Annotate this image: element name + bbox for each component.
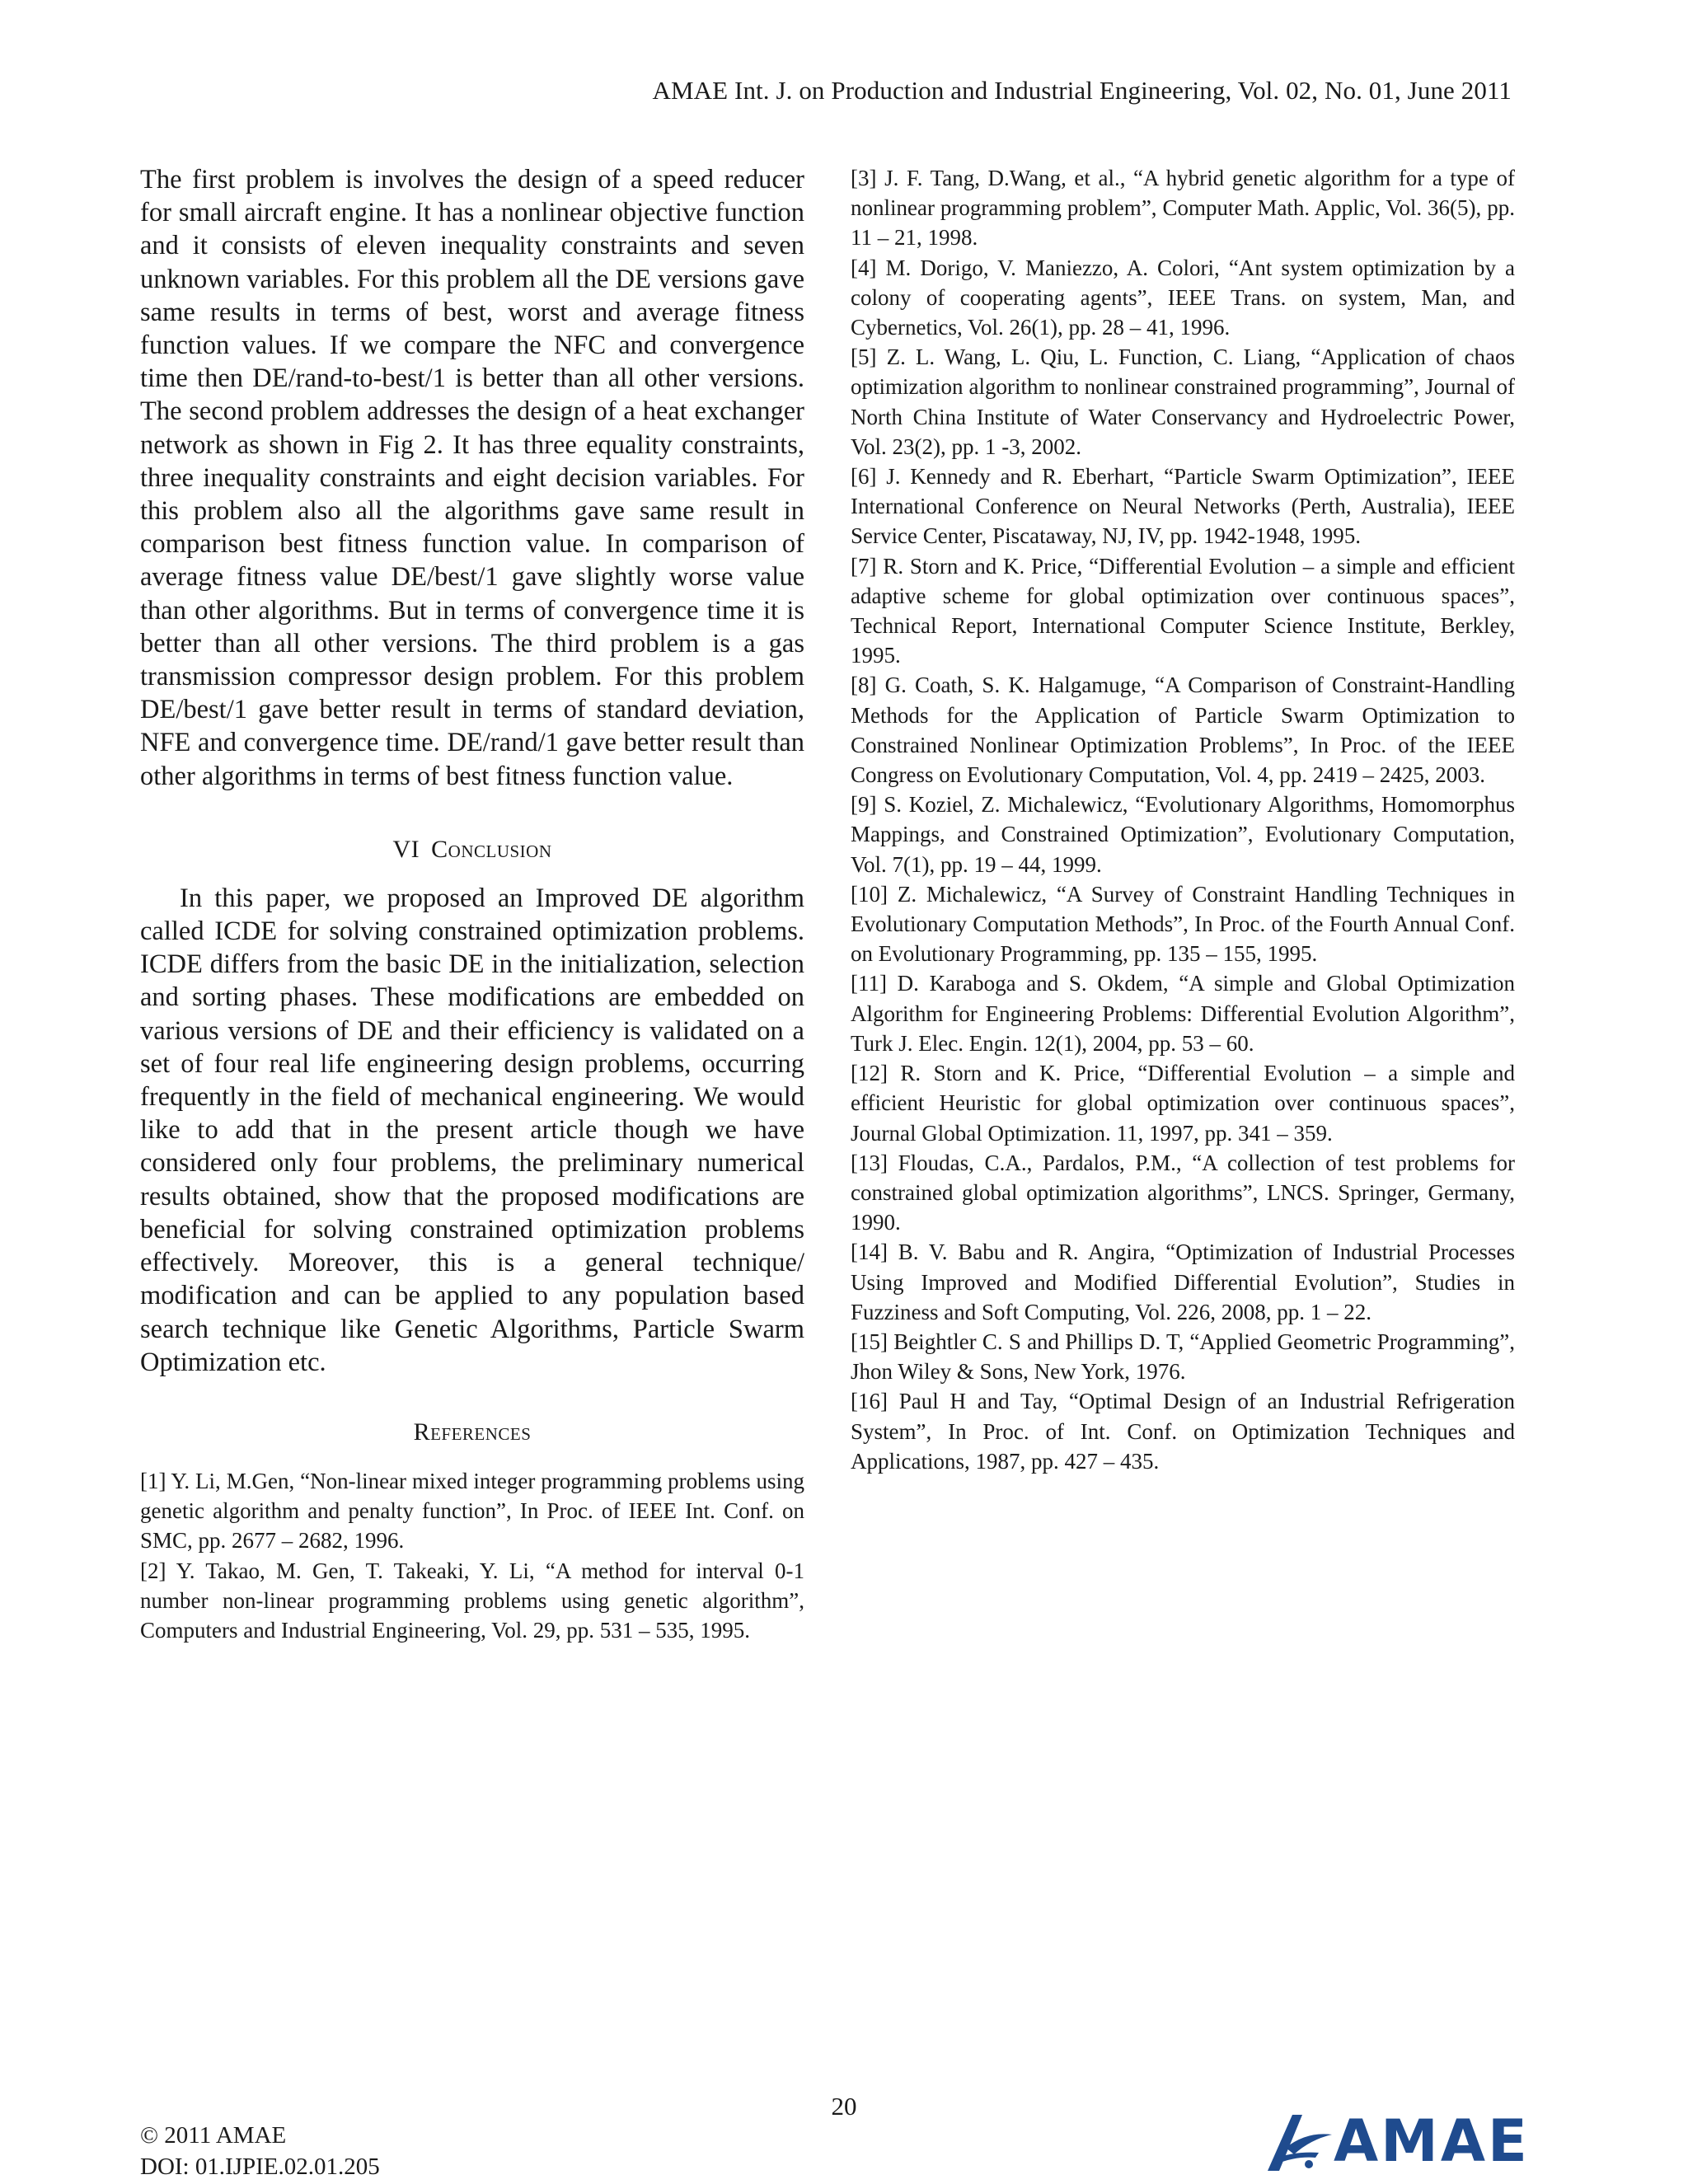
reference-item: [12] R. Storn and K. Price, “Differential Evolution – a simple and efficient Heuristic for global optimization over continuous spaces”, Journal Global Optimization. 11, 1997, pp. 341 – 359. [851,1061,1515,1146]
reference-item: [6] J. Kennedy and R. Eberhart, “Particle Swarm Optimization”, IEEE International Conference on Neural Networks (Perth, Australia), IEEE Service Center, Piscataway, NJ, IV, pp. 1942-1948, 1995. [851,464,1515,549]
running-header: AMAE Int. J. on Production and Industrial Engineering, Vol. 02, No. 01, June 2011 [652,76,1512,105]
logo-text: AMAE [1334,2107,1530,2175]
conclusion-heading-title: Conclusion [431,835,552,863]
amae-logo [1261,2107,1530,2176]
reference-item: [4] M. Dorigo, V. Maniezzo, A. Colori, “Ant system optimization by a colony of cooperating agents”, IEEE Trans. on system, Man, and Cybernetics, Vol. 26(1), pp. 28 – 41, 1996. [851,255,1515,340]
reference-item: [14] B. V. Babu and R. Angira, “Optimization of Industrial Processes Using Improved and Modified Differential Evolution”, Studies in Fuzziness and Soft Computing, Vol. 226, 2008, pp. 1 – 22. [851,1240,1515,1324]
page-number: 20 [831,2092,857,2121]
left-column [140,163,804,1645]
references-heading: References [413,1418,532,1446]
footer-info [140,2120,380,2182]
reference-item: [7] R. Storn and K. Price, “Differential Evolution – a simple and efficient adaptive scheme for global optimization over continuous spaces”, Technical Report, International Computer Science Institute, Berkley, 1995. [851,553,1515,668]
reference-item: [3] J. F. Tang, D.Wang, et al., “A hybrid genetic algorithm for a type of nonlinear programming problem”, Computer Math. Applic, Vol. 36(5), pp. 11 – 21, 1998. [851,166,1515,251]
reference-item: [10] Z. Michalewicz, “A Survey of Constraint Handling Techniques in Evolutionary Computation Methods”, In Proc. of the Fourth Annual Conf. on Evolutionary Programming, pp. 135 – 155, 1995. [851,881,1515,967]
reference-item: [16] Paul H and Tay, “Optimal Design of an Industrial Refrigeration System”, In Proc. of Int. Conf. on Optimization Techniques and Applications, 1987, pp. 427 – 435. [851,1389,1515,1474]
logo-emblem-icon [1261,2107,1337,2176]
reference-item: [15] Beightler C. S and Phillips D. T, “Applied Geometric Programming”, Jhon Wiley & Sons, New York, 1976. [851,1329,1515,1385]
results-paragraph: The first problem is involves the design of a speed reducer for small aircraft engine. It has a nonlinear objective function and it consists of eleven inequality constraints and seven unknown variables. For this problem all the DE versions gave same results in terms of best, worst and average fitness function values. If we compare the NFC and convergence time then DE/rand-to-best/1 is better than all other versions. The second problem addresses the design of a heat exchanger network as shown in Fig 2. It has three equality constraints, three inequality constraints and eight decision variables. For this problem also all the algorithms gave same result in comparison best fitness function value. In comparison of average fitness value DE/best/1 gave slightly worse value than other algorithms. But in terms of convergence time it is better than all other versions. The third problem is a gas transmission compressor design problem. For this problem DE/best/1 gave better result in terms of standard deviation, NFE and convergence time. DE/rand/1 gave better result than other algorithms in terms of best fitness function value. [140,165,804,791]
reference-item: [5] Z. L. Wang, L. Qiu, L. Function, C. Liang, “Application of chaos optimization algorithm to nonlinear constrained programming”, Journal of North China Institute of Water Conservancy and Hydroelectric Power, Vol. 23(2), pp. 1 -3, 2002. [851,344,1515,459]
reference-item: [8] G. Coath, S. K. Halgamuge, “A Comparison of Constraint-Handling Methods for the Application of Particle Swarm Optimization to Constrained Nonlinear Optimization Problems”, In Proc. of the IEEE Congress on Evolutionary Computation, Vol. 4, pp. 2419 – 2425, 2003. [851,673,1515,788]
reference-list-left [140,1466,804,1645]
reference-list-right [851,163,1515,1476]
reference-item: [13] Floudas, C.A., Pardalos, P.M., “A collection of test problems for constrained global optimization algorithms”, LNCS. Springer, Germany, 1990. [851,1150,1515,1235]
reference-item: [1] Y. Li, M.Gen, “Non-linear mixed integer programming problems using genetic algorithm and penalty function”, In Proc. of IEEE Int. Conf. on SMC, pp. 2677 – 2682, 1996. [140,1468,804,1554]
right-column [851,163,1515,1476]
conclusion-heading [140,836,804,864]
reference-item: [9] S. Koziel, Z. Michalewicz, “Evolutionary Algorithms, Homomorphus Mappings, and Constrained Optimization”, Evolutionary Computation, Vol. 7(1), pp. 19 – 44, 1999. [851,792,1515,877]
doi-line: DOI: 01.IJPIE.02.01.205 [140,2154,380,2180]
reference-item: [2] Y. Takao, M. Gen, T. Takeaki, Y. Li, “A method for interval 0-1 number non-linear programming problems using genetic algorithm”, Computers and Industrial Engineering, Vol. 29, pp. 531 – 535, 1995. [140,1558,804,1643]
copyright-line: © 2011 AMAE [140,2122,287,2149]
conclusion-paragraph: In this paper, we proposed an Improved DE algorithm called ICDE for solving constrained optimization problems. ICDE differs from the basic DE in the initialization, selection and sorting phases. These modifications are embedded on various versions of DE and their efficiency is validated on a set of four real life engineering design problems, occurring frequently in the field of mechanical engineering. We would like to add that in the present article though we have considered only four problems, the preliminary numerical results obtained, show that the proposed modifications are beneficial for solving constrained optimization problems effectively. Moreover, this is a general technique/ modification and can be applied to any population based search technique like Genetic Algorithms, Particle Swarm Optimization etc. [140,883,804,1377]
reference-item: [11] D. Karaboga and S. Okdem, “A simple and Global Optimization Algorithm for Engineering Problems: Differential Evolution Algorithm”, Turk J. Elec. Engin. 12(1), 2004, pp. 53 – 60. [851,971,1515,1056]
conclusion-heading-number: VI [392,835,420,863]
